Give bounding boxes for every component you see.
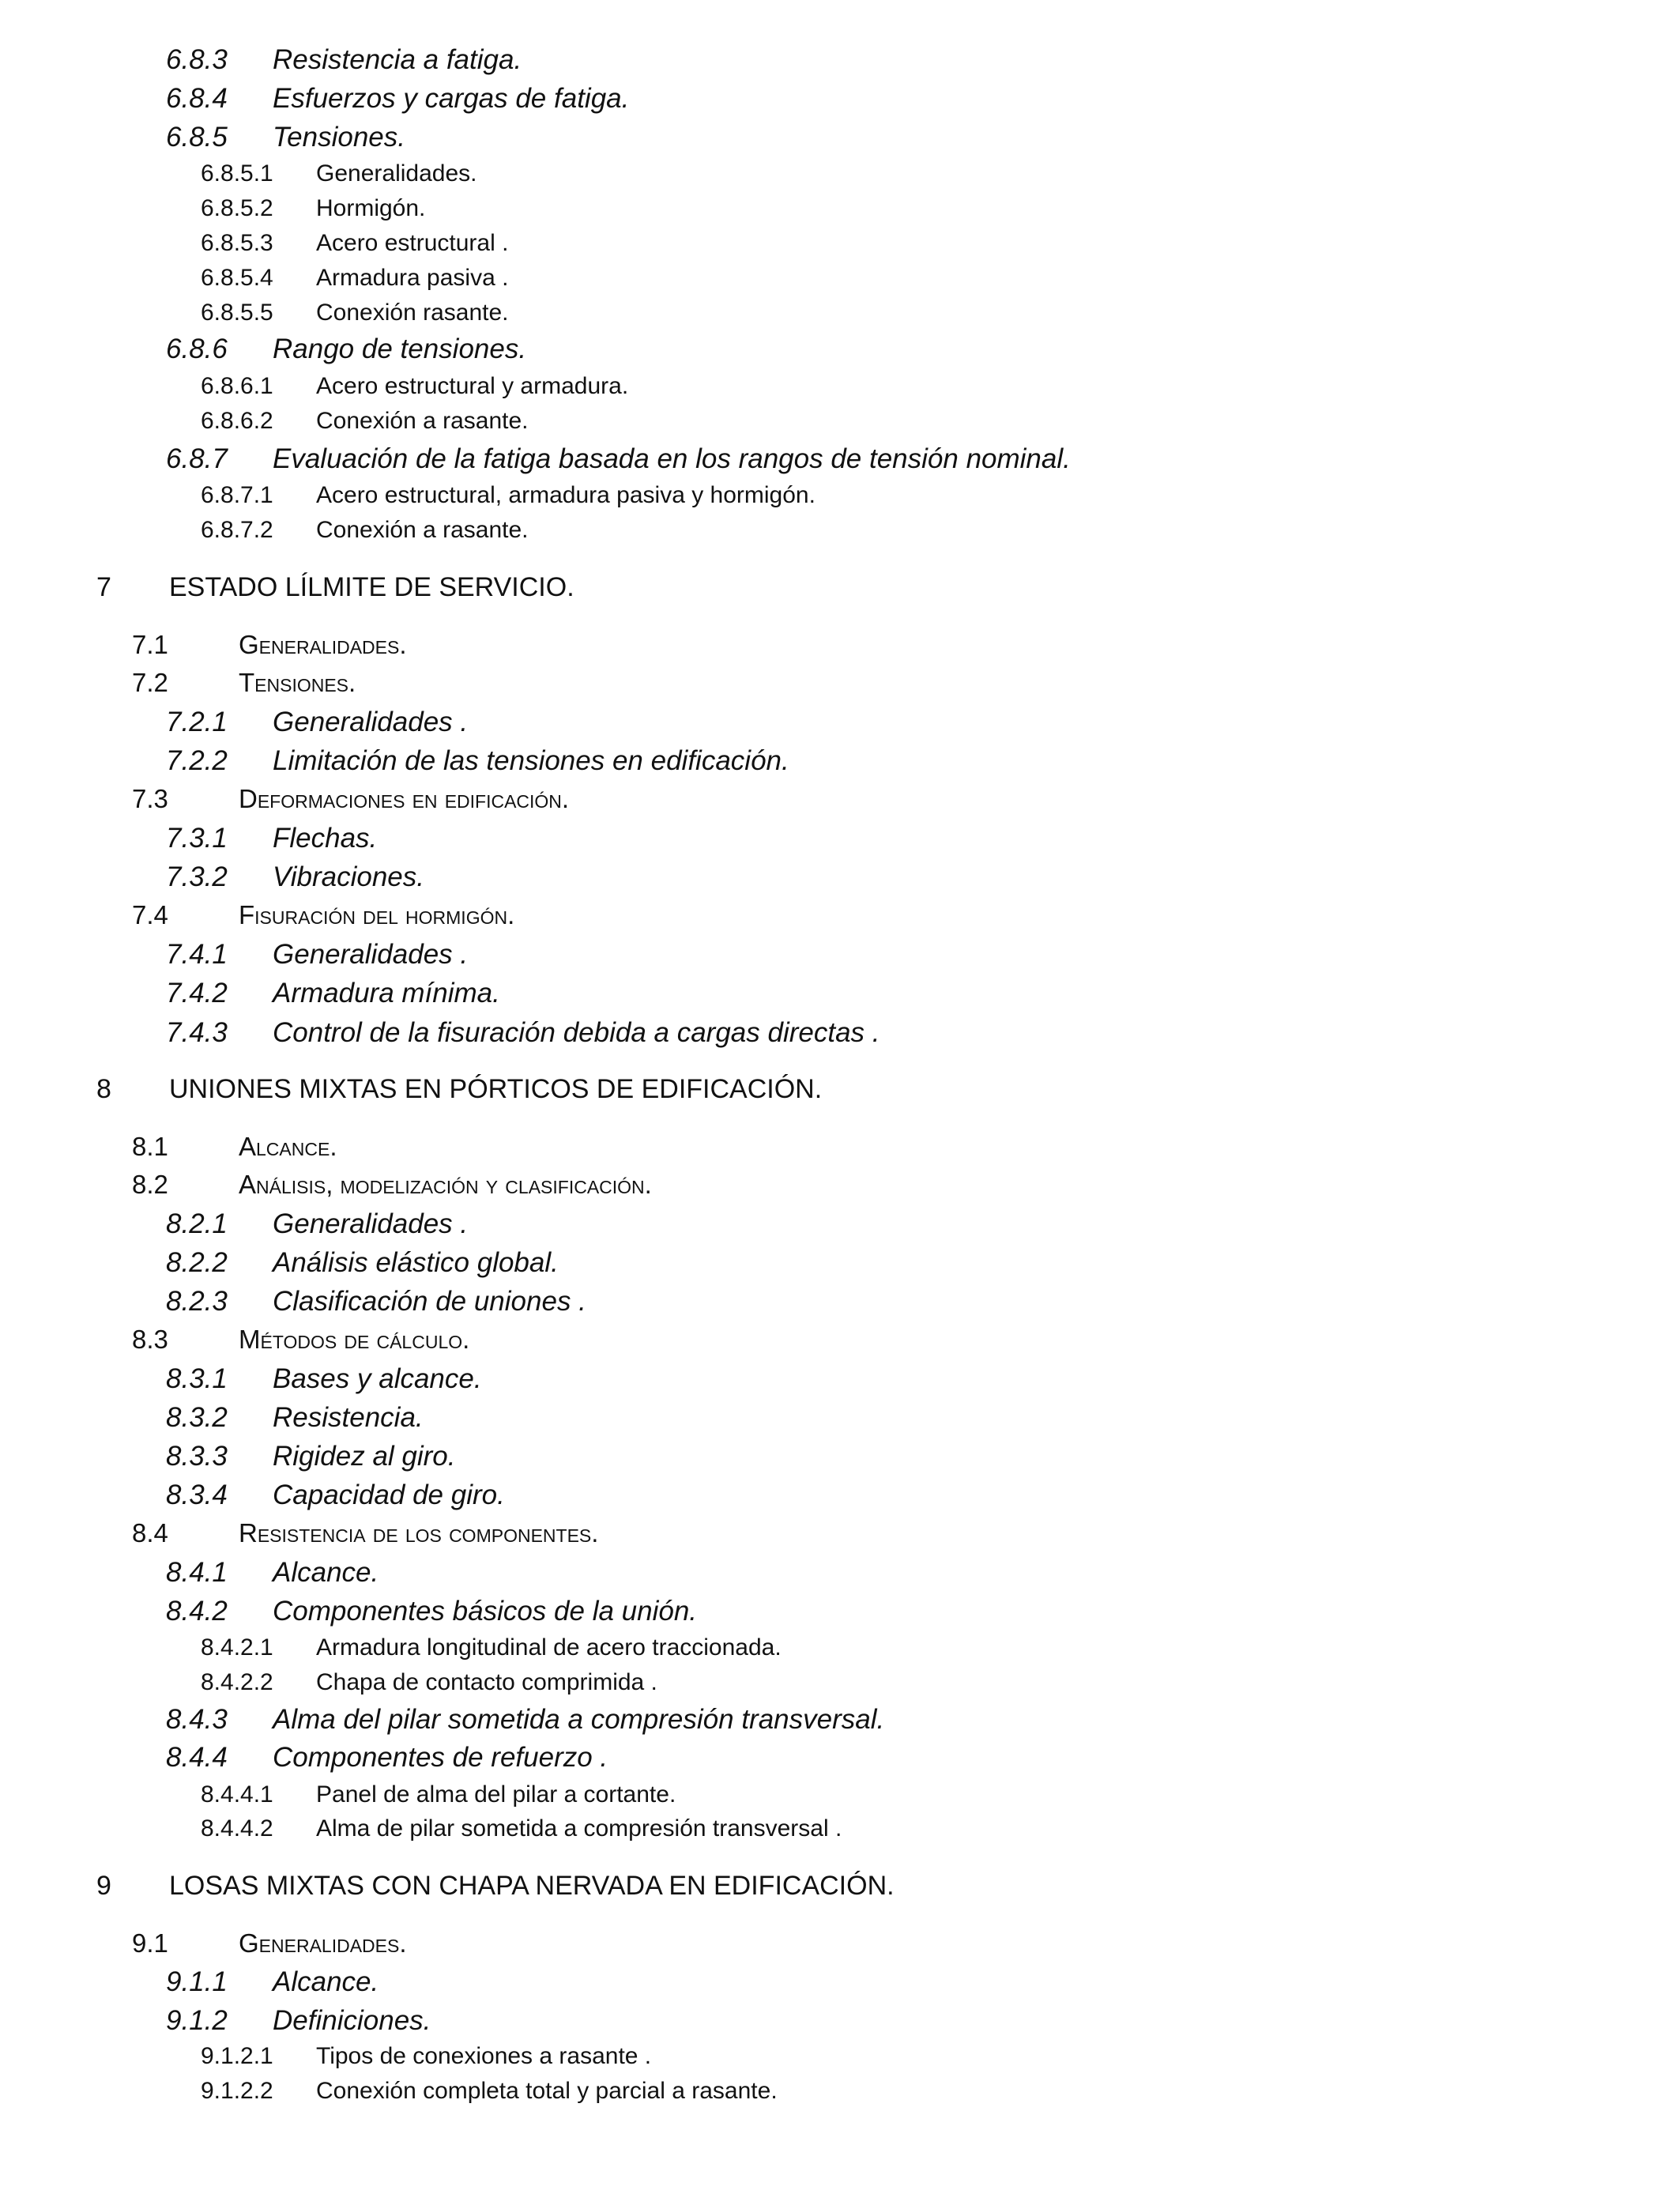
toc-entry-title: Limitación de las tensiones en edificación. xyxy=(273,745,789,776)
toc-entry-title: Fisuración del hormigón. xyxy=(239,900,515,929)
toc-entry-section-heading xyxy=(0,1520,1680,1555)
toc-entry-subsubsection-heading xyxy=(0,1636,1680,1671)
toc-entry-number: 6.8.5.4 xyxy=(201,265,273,291)
toc-entry-title: Chapa de contacto comprimida . xyxy=(316,1669,657,1695)
toc-entry-number: 9.1.2.2 xyxy=(201,2078,273,2104)
toc-entry-subsubsection-heading xyxy=(0,518,1680,553)
toc-entry-title: Conexión rasante. xyxy=(316,300,509,326)
toc-entry-title: Esfuerzos y cargas de fatiga. xyxy=(273,83,630,114)
toc-entry-number: 8.4.2.1 xyxy=(201,1634,273,1661)
toc-entry-subsubsection-heading xyxy=(0,409,1680,444)
toc-entry-subsection-heading xyxy=(0,1210,1680,1245)
toc-entry-title: Flechas. xyxy=(273,823,378,854)
toc-entry-title: Deformaciones en edificación. xyxy=(239,784,570,813)
toc-entry-chapter-heading xyxy=(0,1872,1680,1907)
toc-entry-number: 6.8.7.1 xyxy=(201,482,273,508)
toc-entry-subsubsection-heading xyxy=(0,2079,1680,2114)
toc-entry-subsection-heading xyxy=(0,1559,1680,1593)
toc-entry-number: 8.3 xyxy=(132,1325,168,1354)
toc-entry-number: 8.4.4.2 xyxy=(201,1815,273,1842)
toc-entry-subsection-heading xyxy=(0,708,1680,743)
toc-entry-title: Métodos de cálculo. xyxy=(239,1325,470,1354)
toc-entry-subsection-heading xyxy=(0,85,1680,119)
toc-entry-number: 7.3 xyxy=(132,784,168,813)
toc-entry-section-heading xyxy=(0,1171,1680,1206)
toc-entry-subsection-heading xyxy=(0,1019,1680,1054)
toc-entry-number: 7.4.1 xyxy=(166,939,228,970)
toc-entry-subsection-heading xyxy=(0,824,1680,859)
toc-entry-title: Tensiones. xyxy=(273,122,405,153)
toc-entry-number: 8.4.1 xyxy=(166,1557,228,1588)
toc-entry-title: Resistencia. xyxy=(273,1402,424,1433)
toc-entry-number: 9 xyxy=(96,1871,111,1901)
toc-entry-subsection-heading xyxy=(0,1442,1680,1477)
toc-entry-number: 6.8.7 xyxy=(166,443,228,474)
toc-entry-title: Armadura mínima. xyxy=(273,978,500,1008)
toc-entry-number: 8.4.4.1 xyxy=(201,1781,273,1808)
toc-entry-title: Armadura pasiva . xyxy=(316,265,509,291)
toc-entry-number: 7.4 xyxy=(132,900,168,929)
toc-entry-title: Alcance. xyxy=(273,1557,379,1588)
toc-entry-subsubsection-heading xyxy=(0,1783,1680,1818)
toc-entry-title: Hormigón. xyxy=(316,195,426,221)
toc-entry-subsection-heading xyxy=(0,1706,1680,1740)
toc-entry-title: ESTADO LÍLMITE DE SERVICIO. xyxy=(169,572,574,602)
toc-entry-section-heading xyxy=(0,902,1680,937)
toc-entry-subsection-heading xyxy=(0,1287,1680,1322)
toc-entry-number: 8 xyxy=(96,1074,111,1104)
toc-entry-subsubsection-heading xyxy=(0,266,1680,301)
toc-entry-title: Armadura longitudinal de acero traccionada. xyxy=(316,1634,782,1661)
toc-entry-subsection-heading xyxy=(0,1744,1680,1778)
toc-entry-title: Generalidades. xyxy=(316,160,477,187)
toc-entry-title: Generalidades. xyxy=(239,630,407,659)
toc-entry-title: Conexión a rasante. xyxy=(316,408,529,434)
toc-entry-number: 8.1 xyxy=(132,1132,168,1161)
toc-entry-title: Alma de pilar sometida a compresión transversal . xyxy=(316,1815,842,1842)
toc-entry-section-heading xyxy=(0,1133,1680,1168)
toc-entry-title: Generalidades. xyxy=(239,1928,407,1958)
toc-entry-section-heading xyxy=(0,669,1680,704)
toc-entry-number: 6.8.6.2 xyxy=(201,408,273,434)
toc-entry-title: UNIONES MIXTAS EN PÓRTICOS DE EDIFICACIÓN. xyxy=(169,1074,823,1104)
toc-entry-title: Análisis elástico global. xyxy=(273,1247,559,1278)
toc-entry-title: Acero estructural . xyxy=(316,230,509,256)
toc-entry-subsection-heading xyxy=(0,123,1680,158)
toc-entry-subsubsection-heading xyxy=(0,197,1680,232)
toc-entry-section-heading xyxy=(0,631,1680,666)
toc-entry-number: 6.8.5.5 xyxy=(201,300,273,326)
toc-entry-number: 7.3.2 xyxy=(166,861,228,892)
toc-entry-title: Vibraciones. xyxy=(273,861,424,892)
toc-entry-subsection-heading xyxy=(0,1404,1680,1438)
toc-entry-title: Rango de tensiones. xyxy=(273,334,527,364)
toc-entry-number: 8.2.3 xyxy=(166,1286,228,1317)
toc-entry-number: 7.4.2 xyxy=(166,978,228,1008)
toc-entry-title: Resistencia de los componentes. xyxy=(239,1518,599,1547)
toc-entry-title: Generalidades . xyxy=(273,707,469,737)
toc-entry-number: 8.3.1 xyxy=(166,1363,228,1394)
toc-entry-title: Componentes de refuerzo . xyxy=(273,1742,608,1773)
toc-entry-section-heading xyxy=(0,786,1680,820)
toc-entry-number: 6.8.4 xyxy=(166,83,228,114)
toc-entry-number: 7.4.3 xyxy=(166,1017,228,1048)
toc-entry-number: 9.1.1 xyxy=(166,1966,228,1997)
toc-entry-subsection-heading xyxy=(0,335,1680,370)
toc-entry-title: Generalidades . xyxy=(273,1208,469,1239)
toc-entry-title: Conexión a rasante. xyxy=(316,517,529,543)
toc-entry-section-heading xyxy=(0,1326,1680,1361)
toc-entry-number: 9.1.2.1 xyxy=(201,2043,273,2069)
toc-entry-section-heading xyxy=(0,1930,1680,1965)
toc-entry-subsection-heading xyxy=(0,445,1680,480)
toc-entry-title: Control de la fisuración debida a cargas directas . xyxy=(273,1017,880,1048)
toc-entry-subsection-heading xyxy=(0,2007,1680,2041)
toc-entry-subsubsection-heading xyxy=(0,162,1680,197)
toc-entry-number: 9.1.2 xyxy=(166,2005,228,2036)
toc-entry-title: Resistencia a fatiga. xyxy=(273,44,522,75)
toc-entry-title: Conexión completa total y parcial a rasante. xyxy=(316,2078,778,2104)
toc-entry-number: 7.3.1 xyxy=(166,823,228,854)
toc-entry-number: 6.8.5.3 xyxy=(201,230,273,256)
toc-entry-subsection-heading xyxy=(0,1365,1680,1400)
toc-entry-number: 8.3.2 xyxy=(166,1402,228,1433)
toc-entry-subsubsection-heading xyxy=(0,301,1680,336)
toc-entry-subsection-heading xyxy=(0,979,1680,1014)
toc-entry-number: 6.8.6 xyxy=(166,334,228,364)
toc-entry-number: 6.8.3 xyxy=(166,44,228,75)
toc-entry-title: Acero estructural y armadura. xyxy=(316,373,629,399)
toc-entry-title: Acero estructural, armadura pasiva y hormigón. xyxy=(316,482,816,508)
toc-entry-number: 7 xyxy=(96,572,111,602)
toc-entry-title: Panel de alma del pilar a cortante. xyxy=(316,1781,676,1808)
toc-entry-number: 8.4.2.2 xyxy=(201,1669,273,1695)
toc-entry-number: 8.4.2 xyxy=(166,1596,228,1627)
toc-entry-subsubsection-heading xyxy=(0,232,1680,266)
toc-entry-subsection-heading xyxy=(0,46,1680,81)
toc-entry-number: 9.1 xyxy=(132,1928,168,1958)
toc-entry-subsubsection-heading xyxy=(0,1671,1680,1706)
toc-entry-number: 6.8.7.2 xyxy=(201,517,273,543)
toc-entry-title: Tensiones. xyxy=(239,668,356,697)
toc-entry-title: Definiciones. xyxy=(273,2005,431,2036)
toc-entry-number: 8.2.2 xyxy=(166,1247,228,1278)
toc-entry-subsection-heading xyxy=(0,863,1680,898)
toc-entry-subsubsection-heading xyxy=(0,1817,1680,1852)
toc-entry-number: 6.8.5.1 xyxy=(201,160,273,187)
toc-entry-subsection-heading xyxy=(0,1249,1680,1284)
toc-entry-title: Alcance. xyxy=(273,1966,379,1997)
toc-entry-number: 8.3.4 xyxy=(166,1480,228,1510)
toc-entry-title: Componentes básicos de la unión. xyxy=(273,1596,698,1627)
toc-entry-title: Bases y alcance. xyxy=(273,1363,482,1394)
toc-entry-number: 6.8.5 xyxy=(166,122,228,153)
toc-entry-number: 8.4.4 xyxy=(166,1742,228,1773)
toc-entry-title: Evaluación de la fatiga basada en los rangos de tensión nominal. xyxy=(273,443,1071,474)
toc-entry-title: Análisis, modelización y clasificación. xyxy=(239,1170,652,1199)
toc-entry-subsection-heading xyxy=(0,1968,1680,2003)
toc-entry-title: LOSAS MIXTAS CON CHAPA NERVADA EN EDIFICACIÓN. xyxy=(169,1871,895,1901)
toc-entry-number: 7.2 xyxy=(132,668,168,697)
toc-entry-number: 8.2 xyxy=(132,1170,168,1199)
toc-entry-subsection-heading xyxy=(0,941,1680,975)
toc-entry-chapter-heading xyxy=(0,574,1680,609)
toc-entry-chapter-heading xyxy=(0,1076,1680,1110)
toc-entry-number: 8.2.1 xyxy=(166,1208,228,1239)
toc-entry-number: 8.3.3 xyxy=(166,1441,228,1472)
toc-entry-subsubsection-heading xyxy=(0,2045,1680,2079)
toc-entry-title: Alma del pilar sometida a compresión transversal. xyxy=(273,1704,885,1735)
toc-entry-number: 6.8.5.2 xyxy=(201,195,273,221)
toc-entry-title: Generalidades . xyxy=(273,939,469,970)
toc-entry-title: Clasificación de uniones . xyxy=(273,1286,586,1317)
toc-entry-subsection-heading xyxy=(0,1481,1680,1516)
toc-entry-number: 7.2.1 xyxy=(166,707,228,737)
toc-entry-number: 7.1 xyxy=(132,630,168,659)
toc-entry-subsubsection-heading xyxy=(0,375,1680,409)
toc-entry-title: Alcance. xyxy=(239,1132,337,1161)
toc-entry-title: Rigidez al giro. xyxy=(273,1441,456,1472)
toc-entry-subsection-heading xyxy=(0,1597,1680,1632)
toc-entry-number: 8.4 xyxy=(132,1518,168,1547)
toc-entry-number: 8.4.3 xyxy=(166,1704,228,1735)
toc-entry-number: 6.8.6.1 xyxy=(201,373,273,399)
toc-entry-title: Tipos de conexiones a rasante . xyxy=(316,2043,652,2069)
toc-entry-number: 7.2.2 xyxy=(166,745,228,776)
toc-entry-subsubsection-heading xyxy=(0,484,1680,518)
toc-entry-title: Capacidad de giro. xyxy=(273,1480,505,1510)
toc-entry-subsection-heading xyxy=(0,747,1680,782)
